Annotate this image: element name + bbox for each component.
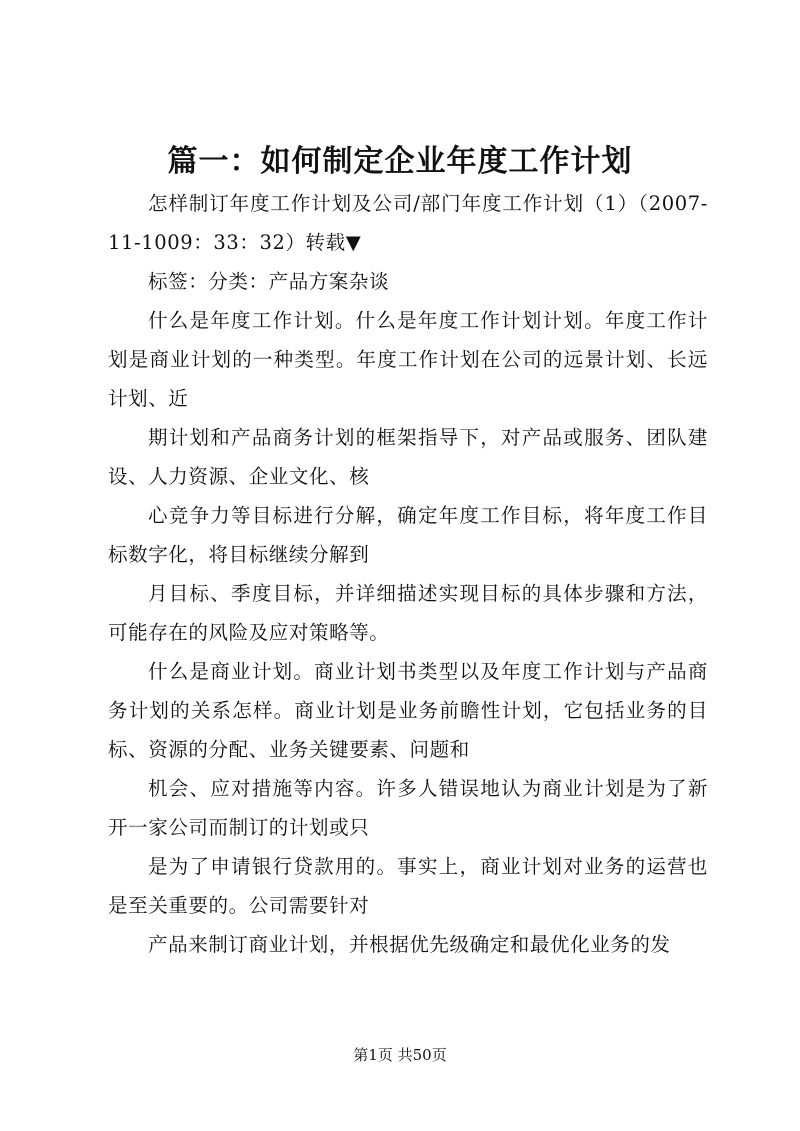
page-number-footer: 第1页 共50页 <box>353 1046 447 1064</box>
paragraph: 什么是商业计划。商业计划书类型以及年度工作计划与产品商务计划的关系怎样。商业计划是业务前瞻性计划，它包括业务的目标、资源的分配、业务关键要素、问题和 <box>108 660 708 761</box>
paragraph: 心竞争力等目标进行分解，确定年度工作目标，将年度工作目标数字化，将目标继续分解到 <box>108 504 708 566</box>
paragraph: 什么是年度工作计划。什么是年度工作计划计划。年度工作计划是商业计划的一种类型。年度工作计划在公司的远景计划、长远计划、近 <box>108 309 708 410</box>
paragraph: 标签：分类：产品方案杂谈 <box>148 270 390 293</box>
paragraph: 月目标、季度目标，并详细描述实现目标的具体步骤和方法，可能存在的风险及应对策略等。 <box>108 582 708 644</box>
document-body <box>108 184 708 964</box>
document-title: 篇一：如何制定企业年度工作计划 <box>167 144 633 179</box>
paragraph: 是为了申请银行贷款用的。事实上，商业计划对业务的运营也是至关重要的。公司需要针对 <box>108 855 708 917</box>
paragraph: 怎样制订年度工作计划及公司/部门年度工作计划（1）（2007-11-1009：33：32）转载▼ <box>108 192 708 254</box>
paragraph: 期计划和产品商务计划的框架指导下，对产品或服务、团队建设、人力资源、企业文化、核 <box>108 426 708 488</box>
paragraph: 产品来制订商业计划，并根据优先级确定和最优化业务的发 <box>148 933 671 956</box>
paragraph: 机会、应对措施等内容。许多人错误地认为商业计划是为了新开一家公司而制订的计划或只 <box>108 777 708 839</box>
